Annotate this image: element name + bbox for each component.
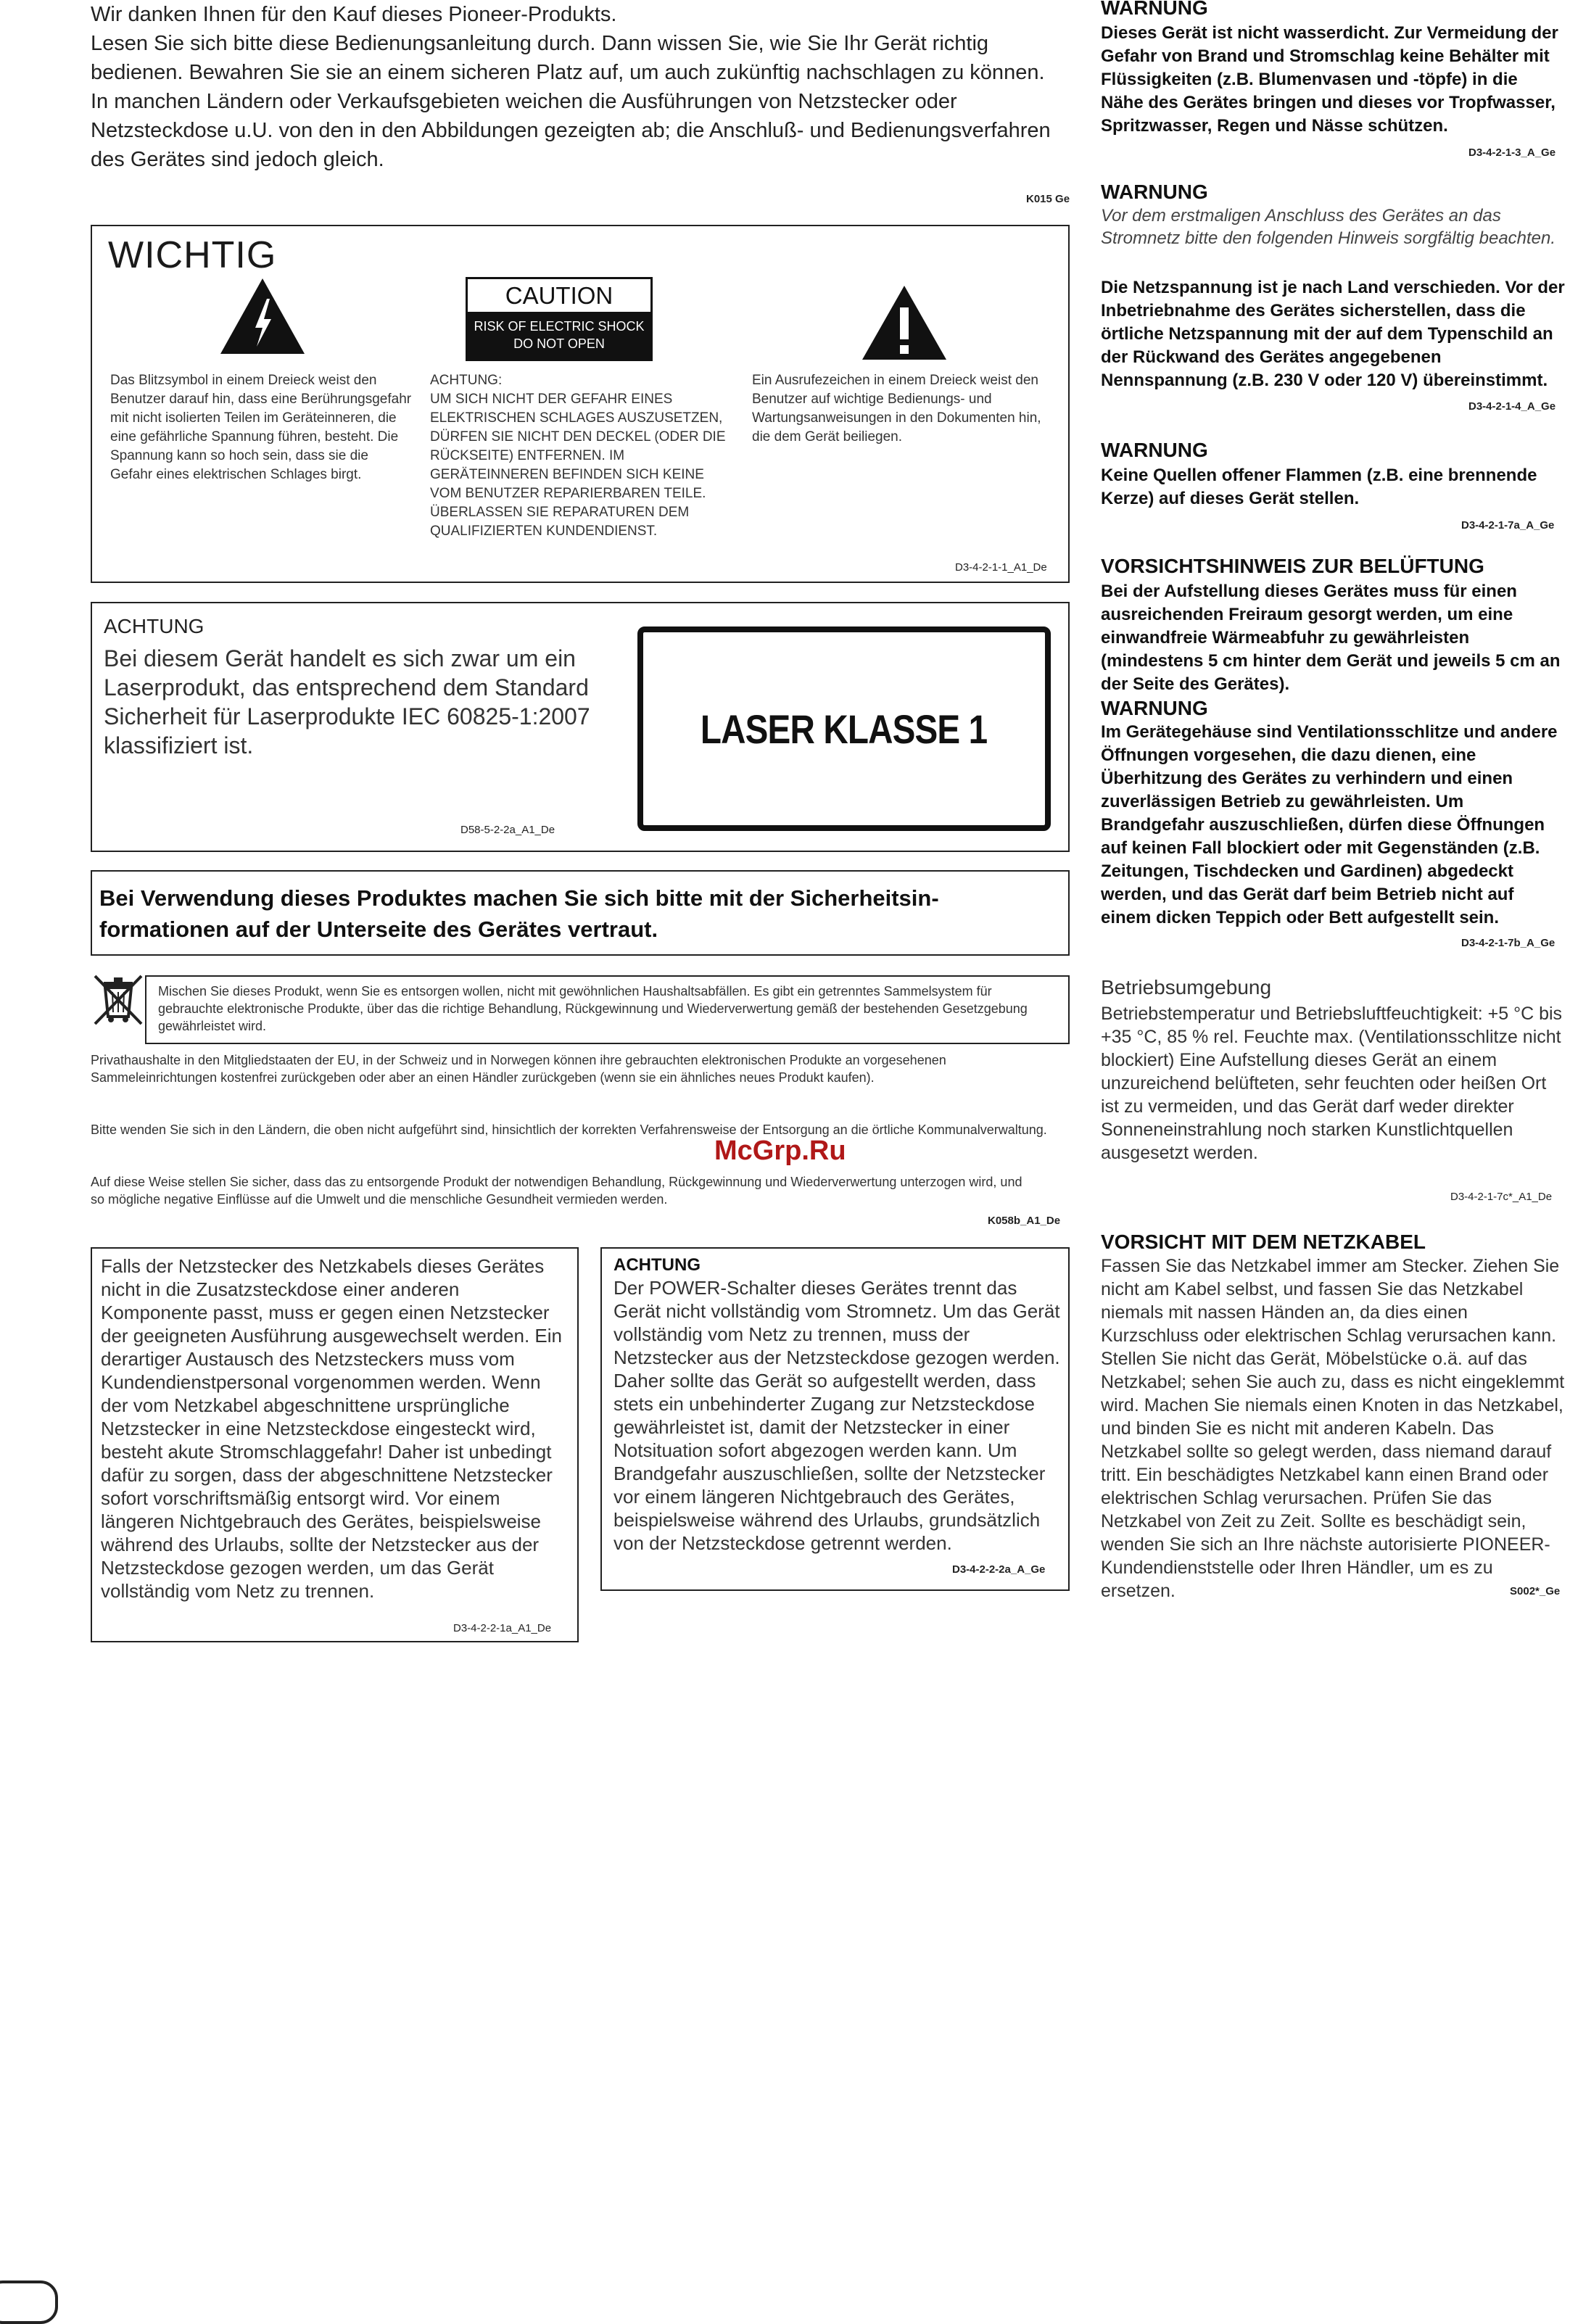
warning-openings-heading: WARNUNG xyxy=(1101,697,1208,719)
safety-info-text: Bei Verwendung dieses Produktes machen Sie sich bitte mit der Sicherheitsin-formationen auf der Unterseite des Gerätes vertraut. xyxy=(99,885,939,942)
wichtig-box xyxy=(91,225,1070,583)
power-switch-title: ACHTUNG xyxy=(613,1255,701,1275)
plug-replacement-box xyxy=(91,1247,579,1642)
power-cord-code: S002*_Ge xyxy=(1510,1585,1561,1597)
wichtig-title: WICHTIG xyxy=(108,234,277,276)
plug-replacement-text: Falls der Netzstecker des Netzkabels dieses Gerätes nicht in die Zusatzsteckdose einer anderen Komponente passt, muss er gegen einen Netzstecker der geeigneten Ausführung ausgewechselt werden. Ein derartiger Austausch des Netzsteckers muss vom Kundendienstpersonal vorgenommen werden. Wenn der vom Netzkabel abgeschnittene ursprüngliche Netzstecker in eine Netzsteckdose eingesteckt wird, besteht akute Stromschlaggefahr! Daher ist unbedingt dafür zu sorgen, dass der abgeschnittene Netzstecker sofort vorschriftsmäßig entsorgt wird. Vor einem längeren Nichtgebrauch des Gerätes, beispielsweise während des Urlaubs, sollte der Netzstecker aus der Netzsteckdose gezogen werden, um das Gerät vollständig vom Netz zu trennen. xyxy=(101,1255,562,1602)
warning-voltage-code: D3-4-2-1-4_A_Ge xyxy=(1468,400,1556,413)
laser-class-label xyxy=(637,627,1051,831)
intro-thanks: Wir danken Ihnen für den Kauf dieses Pioneer-Produkts. xyxy=(91,3,617,26)
intro-read-manual: Lesen Sie sich bitte diese Bedienungsanleitung durch. Dann wissen Sie, wie Sie Ihr Gerät richtig bedienen. Bewahren Sie sie an einem sicheren Platz auf, um auch zukünftig nachschlagen zu können. xyxy=(91,32,1045,84)
power-switch-code: D3-4-2-2-2a_A_Ge xyxy=(952,1563,1046,1576)
warning-flame-heading: WARNUNG xyxy=(1101,439,1208,461)
warning-openings-code: D3-4-2-1-7b_A_Ge xyxy=(1461,937,1555,949)
weee-environment-text: Auf diese Weise stellen Sie sicher, dass das zu entsorgende Produkt der notwendigen Behandlung, Rückgewinnung und Wiederverwertung unterzogen wird, und so mögliche negative Einflüsse auf die Umwelt und die menschliche Gesundheit vermieden werden. xyxy=(91,1175,1022,1207)
warning-openings-text: Im Gerätegehäuse sind Ventilationsschlitze und andere Öffnungen vorgesehen, die dazu dienen, eine Überhitzung des Gerätes zu verhindern und einen zuverlässigen Betrieb zu gewährleisten. Um Brandgefahr auszuschließen, dürfen diese Öffnungen auf keinen Fall blockiert oder mit Gegenständen (z.B. Zeitungen, Tischdecken und Gardinen) abgedeckt werden, und das Gerät darf beim Betrieb nicht auf einem dicken Teppich oder Bett aufgestellt sein. xyxy=(1101,722,1558,927)
caution-line-2: DO NOT OPEN xyxy=(513,336,605,351)
exclamation-warning-icon xyxy=(861,284,948,361)
operating-env-text: Betriebstemperatur und Betriebsluftfeuchtigkeit: +5 °C bis +35 °C, 85 % rel. Feuchte max. (Ventilationsschlitze nicht blockiert) Eine Aufstellung dieses Gerät an einem unzureichend belüfteten, sehr feuchten oder heißen Ort ist zu vermeiden, und das Gerät darf weder direkter Sonneneinstrahlung noch starken Kunstlichtquellen ausgesetzt werden. xyxy=(1101,1004,1563,1163)
power-cord-heading: VORSICHT MIT DEM NETZKABEL xyxy=(1101,1231,1426,1253)
warning-voltage-text: Die Netzspannung ist je nach Land verschieden. Vor der Inbetriebnahme des Gerätes sicherstellen, dass die örtliche Netzspannung mit der auf dem Typenschild an der Rückwand des Gerätes angegebenen Nennspannung (z.B. 230 V oder 120 V) übereinstimmt. xyxy=(1101,278,1565,390)
warning-flame-code: D3-4-2-1-7a_A_Ge xyxy=(1461,519,1555,532)
caution-explanation: ACHTUNG: UM SICH NICHT DER GEFAHR EINES ELEKTRISCHEN SCHLAGES AUSZUSETZEN, DÜRFEN SIE NICHT DEN DECKEL (ODER DIE RÜCKSEITE) ENTFERNEN. IM GERÄTEINNEREN BEFINDEN SICH KEINE VOM BENUTZER REPARIERBAREN TEILE. ÜBERLASSEN SIE REPARATUREN DEM QUALIFIZIERTEN KUNDENDIENST. xyxy=(430,373,726,539)
warning-water-code: D3-4-2-1-3_A_Ge xyxy=(1468,146,1556,159)
operating-env-heading: Betriebsumgebung xyxy=(1101,976,1272,998)
weee-eu-text: Privathaushalte in den Mitgliedstaaten der EU, in der Schweiz und in Norwegen können ihre gebrauchten elektronischen Produkte an vorgesehenen Sammeleinrichtungen kostenfrei zurückgeben oder aber an einen Händler zurückgeben (wenn sie ein ähnliches neues Produkt kaufen). xyxy=(91,1053,946,1085)
laser-text: Bei diesem Gerät handelt es sich zwar um ein Laserprodukt, das entsprechend dem Standard Sicherheit für Laserprodukte IEC 60825-1:2007 klassifiziert ist. xyxy=(104,645,590,758)
lightning-warning-icon xyxy=(219,277,306,355)
ventilation-heading: VORSICHTSHINWEIS ZUR BELÜFTUNG xyxy=(1101,555,1484,577)
warning-water-heading: WARNUNG xyxy=(1101,0,1208,19)
power-cord-text: Fassen Sie das Netzkabel immer am Stecker. Ziehen Sie nicht am Kabel selbst, und fassen Sie das Netzkabel niemals mit nassen Händen an, da dies einen Kurzschluss oder elektrischen Schlag verursachen kann. Stellen Sie nicht das Gerät, Möbelstücke o.ä. auf das Netzkabel; sehen Sie auch zu, dass es nicht eingeklemmt wird. Machen Sie niemals einen Knoten in das Netzkabel, und binden Sie es nicht mit anderen Kabeln. Das Netzkabel sollte so gelegt werden, dass niemand darauf tritt. Ein beschädigtes Netzkabel kann einen Brand oder elektrischen Schlag verursachen. Prüfen Sie das Netzkabel von Zeit zu Zeit. Sollte es beschädigt sein, wenden Sie sich an Ihre nächste autorisierte PIONEER-Kundendienststelle oder Ihren Händler, um es zu ersetzen. xyxy=(1101,1256,1565,1601)
intro-text xyxy=(91,0,1055,174)
caution-subtitle xyxy=(468,312,650,359)
laser-title: ACHTUNG xyxy=(104,615,204,637)
weee-box xyxy=(145,975,1070,1044)
warning-water-text: Dieses Gerät ist nicht wasserdicht. Zur Vermeidung der Gefahr von Brand und Stromschlag keine Behälter mit Flüssigkeiten (z.B. Blumenvasen und -töpfe) in die Nähe des Gerätes bringen und dieses vor Tropfwasser, Spritzwasser, Regen und Nässe schützen. xyxy=(1101,23,1558,136)
weee-disposal-text: Mischen Sie dieses Produkt, wenn Sie es entsorgen wollen, nicht mit gewöhnlichen Haushaltsabfällen. Es gibt ein getrenntes Sammelsystem für gebrauchte elektronische Produkte, über das die richtige Behandlung, Rückgewinnung und Wiederverwertung gemäß der bestehenden Gesetzgebung gewährleistet wird. xyxy=(158,984,1028,1033)
warning-voltage-heading: WARNUNG xyxy=(1101,181,1208,203)
laser-class-text: LASER KLASSE 1 xyxy=(701,706,988,752)
lightning-explanation: Das Blitzsymbol in einem Dreieck weist den Benutzer darauf hin, dass eine Berührungsgefahr mit nicht isolierten Teilen im Geräteinneren, die eine gefährliche Spannung führen, besteht. Die Spannung kann so hoch sein, dass sie die Gefahr eines elektrischen Schlages birgt. xyxy=(110,373,412,482)
intro-plug-note: In manchen Ländern oder Verkaufsgebieten weichen die Ausführungen von Netzstecker oder Netzsteckdose u.U. von den in den Abbildungen gezeigten ab; die Anschluß- und Bedienungsverfahren des Gerätes sind jedoch gleich. xyxy=(91,90,1051,171)
warning-flame-text: Keine Quellen offener Flammen (z.B. eine brennende Kerze) auf dieses Gerät stellen. xyxy=(1101,466,1537,508)
intro-code: K015 Ge xyxy=(1026,193,1070,205)
weee-code: K058b_A1_De xyxy=(988,1215,1061,1227)
exclamation-explanation: Ein Ausrufezeichen in einem Dreieck weist den Benutzer auf wichtige Bedienungs- und Wartungsanweisungen in den Dokumenten hin, die dem Gerät beiliegen. xyxy=(752,373,1041,444)
laser-code: D58-5-2-2a_A1_De xyxy=(460,824,555,836)
caution-label xyxy=(466,277,653,361)
power-switch-box xyxy=(600,1247,1070,1591)
operating-env-code: D3-4-2-1-7c*_A1_De xyxy=(1450,1191,1553,1203)
safety-info-notice xyxy=(91,870,1070,956)
ventilation-text: Bei der Aufstellung dieses Gerätes muss für einen ausreichenden Freiraum gesorgt werden, um eine einwandfreie Wärmeabfuhr zu gewährleisten (mindestens 5 cm hinter dem Gerät und jeweils 5 cm an der Seite des Gerätes). xyxy=(1101,582,1561,694)
caution-title: CAUTION xyxy=(505,282,613,309)
caution-line-1: RISK OF ELECTRIC SHOCK xyxy=(474,319,645,334)
crossed-bin-icon xyxy=(91,972,145,1026)
power-switch-text: Der POWER-Schalter dieses Gerätes trennt das Gerät nicht vollständig vom Stromnetz. Um das Gerät vollständig vom Netz zu trennen, muss der Netzstecker aus der Netzsteckdose gezogen werden. Daher sollte das Gerät so aufgestellt werden, dass stets ein unbehinderter Zugang zur Netzsteckdose gewährleistet ist, damit der Netzstecker in einer Notsituation sofort abgezogen werden kann. Um Brandgefahr auszuschließen, sollte der Netzstecker vor einem längeren Nichtgebrauch des Gerätes, beispielsweise während des Urlaubs, grundsätzlich von der Netzsteckdose getrennt werden. xyxy=(613,1277,1060,1554)
plug-replacement-code: D3-4-2-2-1a_A1_De xyxy=(453,1622,552,1634)
watermark: McGrp.Ru xyxy=(714,1136,846,1166)
page-tab xyxy=(0,2280,58,2324)
warning-voltage-intro: Vor dem erstmaligen Anschluss des Gerätes an das Stromnetz bitte den folgenden Hinweis sorgfältig beachten. xyxy=(1101,206,1556,248)
weee-other-countries-text: Bitte wenden Sie sich in den Ländern, die oben nicht aufgeführt sind, hinsichtlich der korrekten Verfahrensweise der Entsorgung an die örtliche Kommunalverwaltung. xyxy=(91,1122,1047,1137)
wichtig-code: D3-4-2-1-1_A1_De xyxy=(955,561,1047,574)
laser-box xyxy=(91,602,1070,852)
